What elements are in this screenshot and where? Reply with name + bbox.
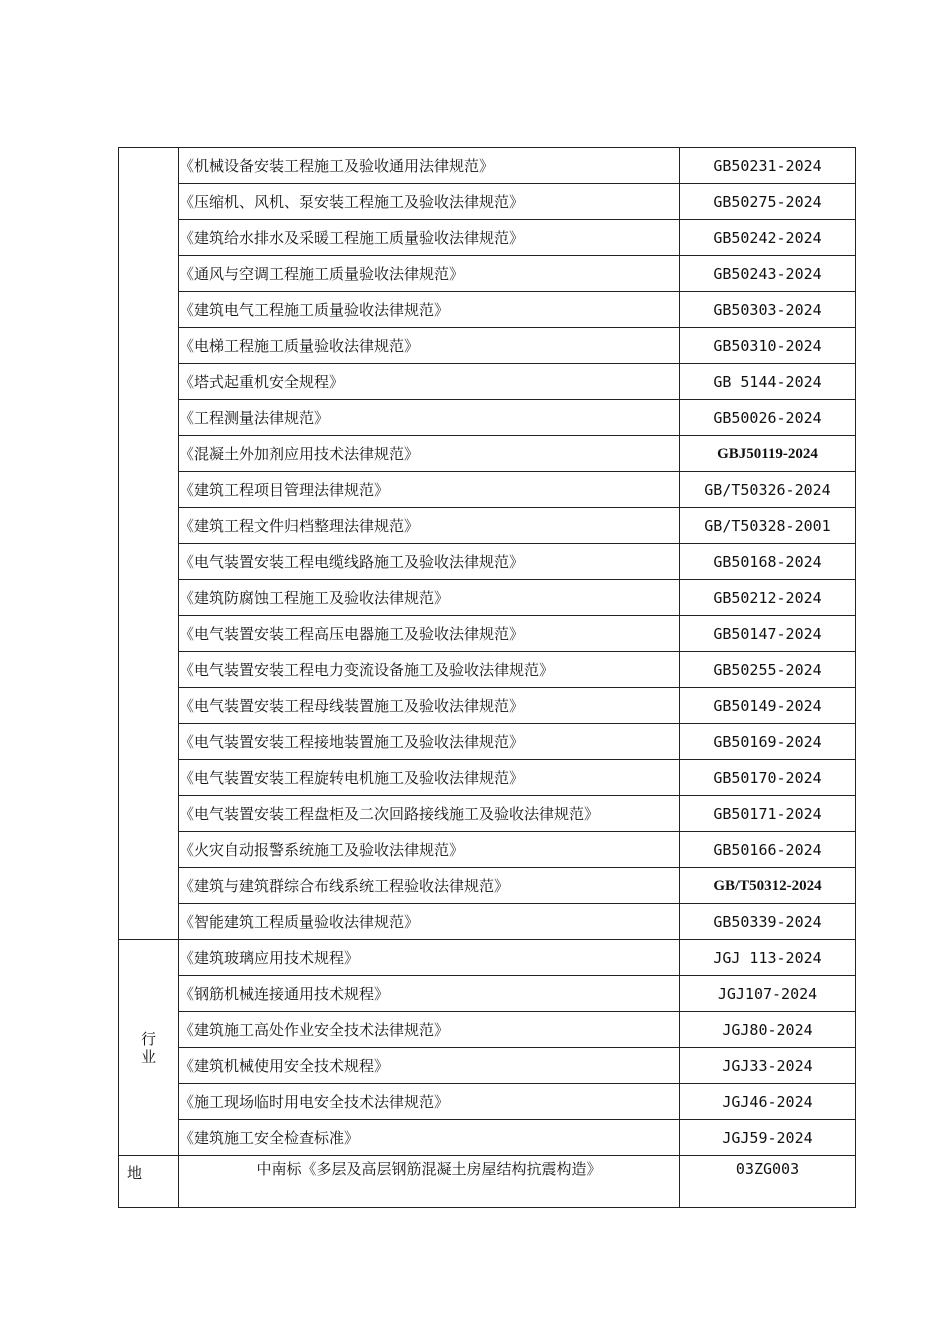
national-row bbox=[119, 580, 856, 616]
national-row bbox=[119, 760, 856, 796]
standard-code: GB50149-2024 bbox=[680, 688, 856, 724]
national-row bbox=[119, 652, 856, 688]
standard-title: 《电气装置安装工程接地装置施工及验收法律规范》 bbox=[179, 724, 680, 760]
standard-code: 03ZG003 bbox=[680, 1156, 856, 1208]
standard-code: GB50166-2024 bbox=[680, 832, 856, 868]
industry-row bbox=[119, 976, 856, 1012]
industry-category-label: 行业 bbox=[140, 1029, 156, 1066]
national-row bbox=[119, 544, 856, 580]
national-row bbox=[119, 508, 856, 544]
standard-code: GB/T50326-2024 bbox=[680, 472, 856, 508]
standard-code: JGJ 113-2024 bbox=[680, 940, 856, 976]
national-row bbox=[119, 472, 856, 508]
national-row bbox=[119, 220, 856, 256]
standard-code: GB50169-2024 bbox=[680, 724, 856, 760]
standard-code: GB50243-2024 bbox=[680, 256, 856, 292]
standard-code: GB50170-2024 bbox=[680, 760, 856, 796]
standard-code: JGJ59-2024 bbox=[680, 1120, 856, 1156]
industry-row bbox=[119, 1084, 856, 1120]
standard-code: GB50310-2024 bbox=[680, 328, 856, 364]
standard-title: 《建筑电气工程施工质量验收法律规范》 bbox=[179, 292, 680, 328]
industry-row bbox=[119, 1048, 856, 1084]
standard-title: 《电气装置安装工程母线装置施工及验收法律规范》 bbox=[179, 688, 680, 724]
standard-title: 《建筑给水排水及采暖工程施工质量验收法律规范》 bbox=[179, 220, 680, 256]
standard-code: GB50171-2024 bbox=[680, 796, 856, 832]
industry-row bbox=[119, 1120, 856, 1156]
national-category-cell bbox=[119, 148, 179, 940]
standard-title: 《建筑工程文件归档整理法律规范》 bbox=[179, 508, 680, 544]
standard-title: 《火灾自动报警系统施工及验收法律规范》 bbox=[179, 832, 680, 868]
standard-title: 《电气装置安装工程电力变流设备施工及验收法律规范》 bbox=[179, 652, 680, 688]
standard-title: 《施工现场临时用电安全技术法律规范》 bbox=[179, 1084, 680, 1120]
national-row bbox=[119, 868, 856, 904]
standard-code: GB50242-2024 bbox=[680, 220, 856, 256]
industry-row bbox=[119, 1012, 856, 1048]
local-category-cell bbox=[119, 1156, 179, 1208]
standard-code: GB/T50328-2001 bbox=[680, 508, 856, 544]
standard-title: 《压缩机、风机、泵安装工程施工及验收法律规范》 bbox=[179, 184, 680, 220]
standard-code: GB50212-2024 bbox=[680, 580, 856, 616]
standard-code: JGJ33-2024 bbox=[680, 1048, 856, 1084]
standard-title: 《工程测量法律规范》 bbox=[179, 400, 680, 436]
national-row bbox=[119, 724, 856, 760]
national-row bbox=[119, 328, 856, 364]
national-row bbox=[119, 688, 856, 724]
industry-category-cell bbox=[119, 940, 179, 1156]
standard-code: GB50231-2024 bbox=[680, 148, 856, 184]
local-category-label: 地 bbox=[127, 1164, 143, 1182]
industry-row bbox=[119, 940, 856, 976]
standard-title: 《建筑玻璃应用技术规程》 bbox=[179, 940, 680, 976]
standard-title: 《建筑施工安全检查标准》 bbox=[179, 1120, 680, 1156]
standard-title: 《智能建筑工程质量验收法律规范》 bbox=[179, 904, 680, 940]
standard-title: 《钢筋机械连接通用技术规程》 bbox=[179, 976, 680, 1012]
standard-title: 《建筑工程项目管理法律规范》 bbox=[179, 472, 680, 508]
standard-code: GB50168-2024 bbox=[680, 544, 856, 580]
standard-code: GB50275-2024 bbox=[680, 184, 856, 220]
national-row bbox=[119, 184, 856, 220]
standard-code: GB50303-2024 bbox=[680, 292, 856, 328]
national-row bbox=[119, 436, 856, 472]
national-row bbox=[119, 256, 856, 292]
standard-code: JGJ46-2024 bbox=[680, 1084, 856, 1120]
standard-title: 《电气装置安装工程电缆线路施工及验收法律规范》 bbox=[179, 544, 680, 580]
national-row bbox=[119, 292, 856, 328]
national-row bbox=[119, 364, 856, 400]
national-row bbox=[119, 616, 856, 652]
standard-code: JGJ80-2024 bbox=[680, 1012, 856, 1048]
standard-title: 《电气装置安装工程高压电器施工及验收法律规范》 bbox=[179, 616, 680, 652]
standard-title: 中南标《多层及高层钢筋混凝土房屋结构抗震构造》 bbox=[179, 1156, 680, 1208]
standard-code: GBJ50119-2024 bbox=[680, 436, 856, 472]
standard-code: GB50147-2024 bbox=[680, 616, 856, 652]
standard-title: 《建筑与建筑群综合布线系统工程验收法律规范》 bbox=[179, 868, 680, 904]
local-row bbox=[119, 1156, 856, 1208]
standard-code: GB50255-2024 bbox=[680, 652, 856, 688]
standard-code: GB50026-2024 bbox=[680, 400, 856, 436]
standard-title: 《建筑防腐蚀工程施工及验收法律规范》 bbox=[179, 580, 680, 616]
national-row bbox=[119, 148, 856, 184]
standard-title: 《建筑机械使用安全技术规程》 bbox=[179, 1048, 680, 1084]
standard-title: 《机械设备安装工程施工及验收通用法律规范》 bbox=[179, 148, 680, 184]
standard-code: GB 5144-2024 bbox=[680, 364, 856, 400]
standard-code: JGJ107-2024 bbox=[680, 976, 856, 1012]
standard-title: 《混凝土外加剂应用技术法律规范》 bbox=[179, 436, 680, 472]
standard-title: 《电气装置安装工程盘柜及二次回路接线施工及验收法律规范》 bbox=[179, 796, 680, 832]
national-row bbox=[119, 400, 856, 436]
standards-table-body bbox=[119, 148, 856, 1208]
standard-title: 《建筑施工高处作业安全技术法律规范》 bbox=[179, 1012, 680, 1048]
standard-title: 《电气装置安装工程旋转电机施工及验收法律规范》 bbox=[179, 760, 680, 796]
standard-title: 《通风与空调工程施工质量验收法律规范》 bbox=[179, 256, 680, 292]
standard-title: 《塔式起重机安全规程》 bbox=[179, 364, 680, 400]
standard-code: GB50339-2024 bbox=[680, 904, 856, 940]
standard-code: GB/T50312-2024 bbox=[680, 868, 856, 904]
standard-title: 《电梯工程施工质量验收法律规范》 bbox=[179, 328, 680, 364]
national-row bbox=[119, 904, 856, 940]
national-row bbox=[119, 796, 856, 832]
national-row bbox=[119, 832, 856, 868]
standards-table bbox=[118, 147, 856, 1208]
